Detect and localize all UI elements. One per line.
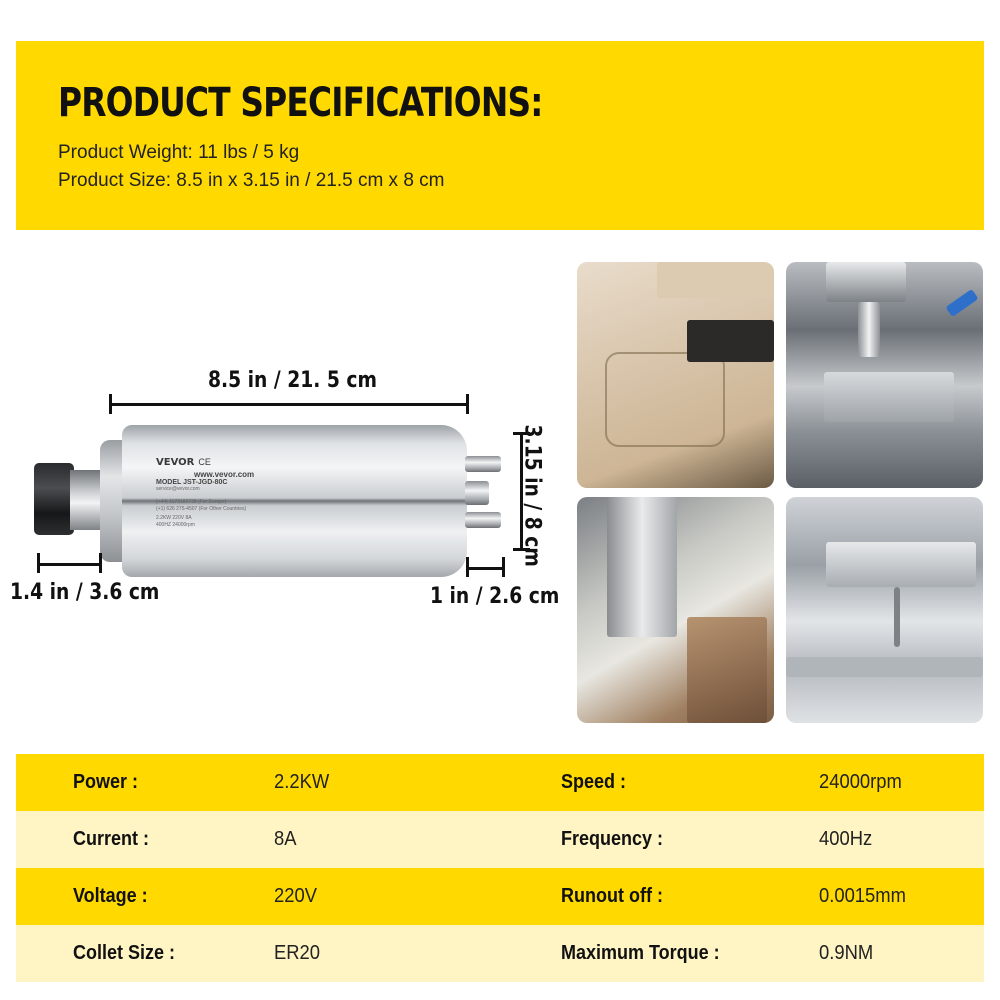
- collet-tick-left: [37, 553, 40, 573]
- collet-length-line: [38, 563, 100, 566]
- carved-frame: [605, 352, 725, 447]
- length-tick-right: [466, 394, 469, 414]
- fitting-length-line: [467, 567, 504, 570]
- length-line: [110, 403, 469, 406]
- cutting-tool: [607, 497, 677, 637]
- nameplate-model: MODEL JST-JGD-80C: [156, 479, 228, 486]
- fitting-tick-right: [502, 557, 505, 577]
- product-size: Product Size: 8.5 in x 3.15 in / 21.5 cm x 8 cm: [58, 170, 445, 191]
- spec-value: ER20: [274, 942, 321, 964]
- header-banner: [16, 41, 984, 230]
- spec-value: 220V: [274, 885, 317, 907]
- coolant-cutting-photo: [577, 497, 774, 723]
- wood-engraving-photo: [577, 262, 774, 488]
- drill-bit: [894, 587, 900, 647]
- spec-value: 0.0015mm: [819, 885, 906, 907]
- engraving-board: [657, 262, 774, 298]
- spec-key: Collet Size :: [73, 942, 176, 964]
- work-table: [786, 657, 983, 677]
- ce-mark: CE: [198, 457, 211, 467]
- collet-nut: [34, 463, 74, 535]
- nameplate-phone-other: (+1) 626 275-4507 (For Other Countries): [156, 506, 247, 512]
- metal-block: [824, 372, 954, 422]
- spec-table: [16, 754, 984, 982]
- spec-key: Power :: [73, 771, 139, 793]
- spec-row: [16, 925, 984, 982]
- nameplate-brand: VEVOR: [156, 457, 195, 468]
- collet-tick-right: [99, 553, 102, 573]
- spec-key: Runout off :: [561, 885, 663, 907]
- cable-fitting-middle: [465, 481, 489, 505]
- nameplate-phone-eu: (+44) 1173182738 (For Europe): [156, 499, 227, 505]
- spec-key: Voltage :: [73, 885, 148, 907]
- spec-row: [16, 754, 984, 811]
- spec-value: 400Hz: [819, 828, 873, 850]
- metal-milling-photo: [786, 262, 983, 488]
- collet-length-label: 1.4 in / 3.6 cm: [10, 580, 160, 605]
- fitting-length-label: 1 in / 2.6 cm: [430, 584, 560, 609]
- spec-row: [16, 868, 984, 925]
- spec-key: Frequency :: [561, 828, 664, 850]
- spec-row: [16, 811, 984, 868]
- spindle-head: [826, 262, 906, 302]
- coolant-nozzle: [945, 289, 978, 317]
- spec-key: Maximum Torque :: [561, 942, 720, 964]
- fitting-tick-left: [466, 557, 469, 577]
- drill-bit-photo: [786, 497, 983, 723]
- spindle-clamp: [826, 542, 976, 587]
- length-label: 8.5 in / 21. 5 cm: [208, 368, 377, 393]
- spec-key: Current :: [73, 828, 150, 850]
- nameplate-rating-2: 400HZ 24000rpm: [156, 522, 195, 528]
- dark-panel: [687, 320, 774, 362]
- tool-holder: [858, 302, 880, 357]
- page-title: PRODUCT SPECIFICATIONS:: [58, 80, 543, 126]
- nameplate-email: service@vevor.com: [156, 486, 200, 492]
- spec-value: 0.9NM: [819, 942, 874, 964]
- nameplate-url: www.vevor.com: [194, 470, 255, 479]
- spec-value: 24000rpm: [819, 771, 902, 793]
- copper-workpiece: [687, 617, 767, 723]
- cable-fitting-top: [465, 456, 501, 472]
- spec-key: Speed :: [561, 771, 627, 793]
- spindle-nameplate: [156, 452, 254, 529]
- length-tick-left: [109, 394, 112, 414]
- nameplate-rating-1: 2.2KW 220V 8A: [156, 515, 192, 521]
- spec-value: 2.2KW: [274, 771, 330, 793]
- spec-value: 8A: [274, 828, 297, 850]
- cable-fitting-bottom: [465, 512, 501, 528]
- product-weight: Product Weight: 11 lbs / 5 kg: [58, 142, 300, 163]
- diameter-label: 3.15 in / 8 cm: [519, 424, 545, 567]
